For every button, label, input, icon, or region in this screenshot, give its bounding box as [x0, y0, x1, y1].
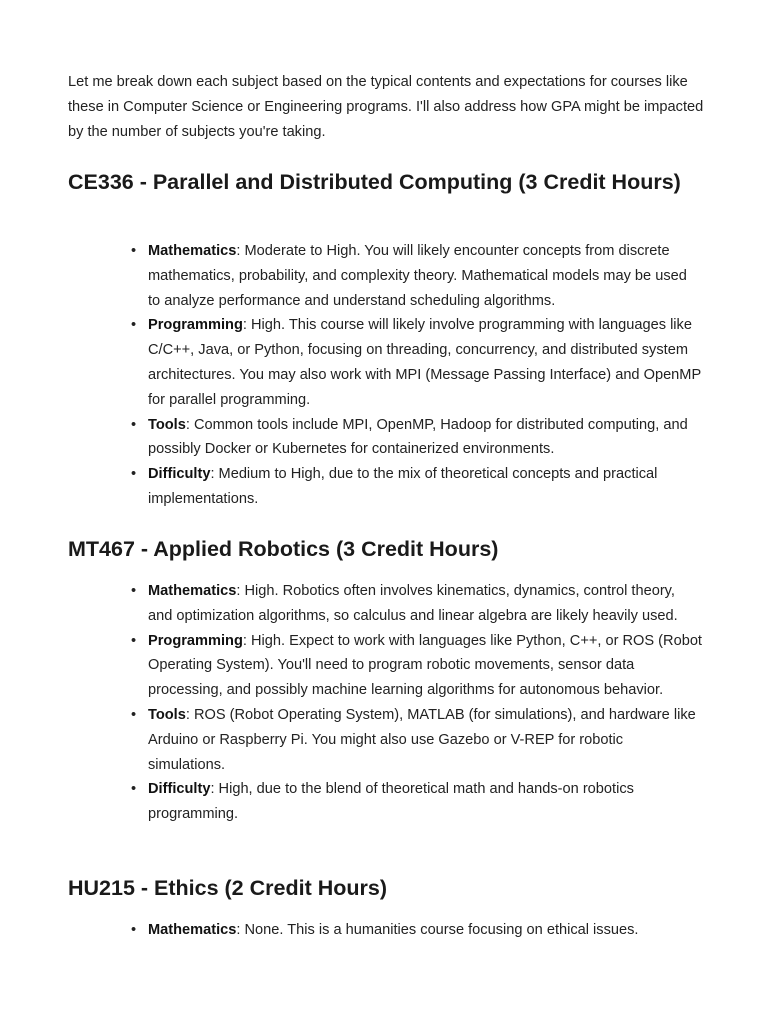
section-list-hu215: [131, 918, 703, 943]
item-label: Tools: [148, 706, 186, 723]
list-item: [131, 579, 703, 629]
item-text: : Medium to High, due to the mix of theoretical concepts and practical implementations.: [148, 466, 658, 507]
item-text: : Moderate to High. You will likely encounter concepts from discrete mathematics, probability, and complexity theory. Mathematical models may be used to analyze performance and understand scheduling algorithms.: [148, 243, 687, 309]
item-text: : High. Robotics often involves kinematics, dynamics, control theory, and optimization algorithms, so calculus and linear algebra are likely heavily used.: [148, 583, 678, 624]
bullet-icon: •: [131, 781, 137, 798]
bullet-icon: •: [131, 922, 137, 938]
item-label: Programming: [148, 632, 243, 649]
item-label: Tools: [148, 416, 186, 433]
item-text: : High. Expect to work with languages like Python, C++, or ROS (Robot Operating System). You'll need to program robotic movements, sensor data processing, and possibly machine learning algorithms for autonomous behavior.: [148, 632, 702, 699]
section-heading-hu215: HU215 - Ethics (2 Credit Hours): [68, 876, 387, 900]
list-item: [131, 239, 703, 313]
item-label: Difficulty: [148, 466, 211, 483]
bullet-icon: •: [131, 243, 137, 259]
list-item: [131, 777, 703, 827]
item-text: : None. This is a humanities course focusing on ethical issues.: [236, 922, 639, 938]
list-item: [131, 918, 703, 943]
section-list-ce336: [131, 239, 703, 512]
intro-paragraph: Let me break down each subject based on the typical contents and expectations for courses like these in Computer Science or Engineering programs. I'll also address how GPA might be impacted by the number of subjects you're taking.: [68, 74, 704, 140]
list-item: [131, 313, 703, 412]
list-item: [131, 413, 703, 463]
item-text: : High, due to the blend of theoretical math and hands-on robotics programming.: [148, 781, 634, 823]
item-label: Difficulty: [148, 781, 211, 798]
list-item: [131, 703, 703, 777]
section-heading-ce336: CE336 - Parallel and Distributed Computing (3 Credit Hours): [68, 170, 681, 194]
bullet-icon: •: [131, 583, 137, 599]
bullet-icon: •: [131, 706, 137, 723]
bullet-icon: •: [131, 317, 137, 334]
item-label: Mathematics: [148, 922, 237, 938]
bullet-icon: •: [131, 416, 137, 433]
item-text: : Common tools include MPI, OpenMP, Hadoop for distributed computing, and possibly Docker or Kubernetes for containerized environments.: [148, 416, 688, 458]
list-item: [131, 629, 703, 703]
item-label: Programming: [148, 317, 243, 334]
list-item: [131, 462, 703, 512]
bullet-icon: •: [131, 632, 137, 649]
bullet-icon: •: [131, 466, 137, 483]
item-text: : ROS (Robot Operating System), MATLAB (for simulations), and hardware like Arduino or Raspberry Pi. You might also use Gazebo or V-REP for robotic simulations.: [148, 706, 696, 773]
section-heading-mt467: MT467 - Applied Robotics (3 Credit Hours): [68, 537, 499, 561]
item-text: : High. This course will likely involve programming with languages like C/C++, Java, or Python, focusing on threading, concurrency, and distributed system architectures. You may also work with MPI (Message Passing Interface) and OpenMP for parallel programming.: [148, 317, 701, 408]
item-label: Mathematics: [148, 583, 237, 599]
item-label: Mathematics: [148, 243, 237, 259]
section-list-mt467: [131, 579, 703, 827]
